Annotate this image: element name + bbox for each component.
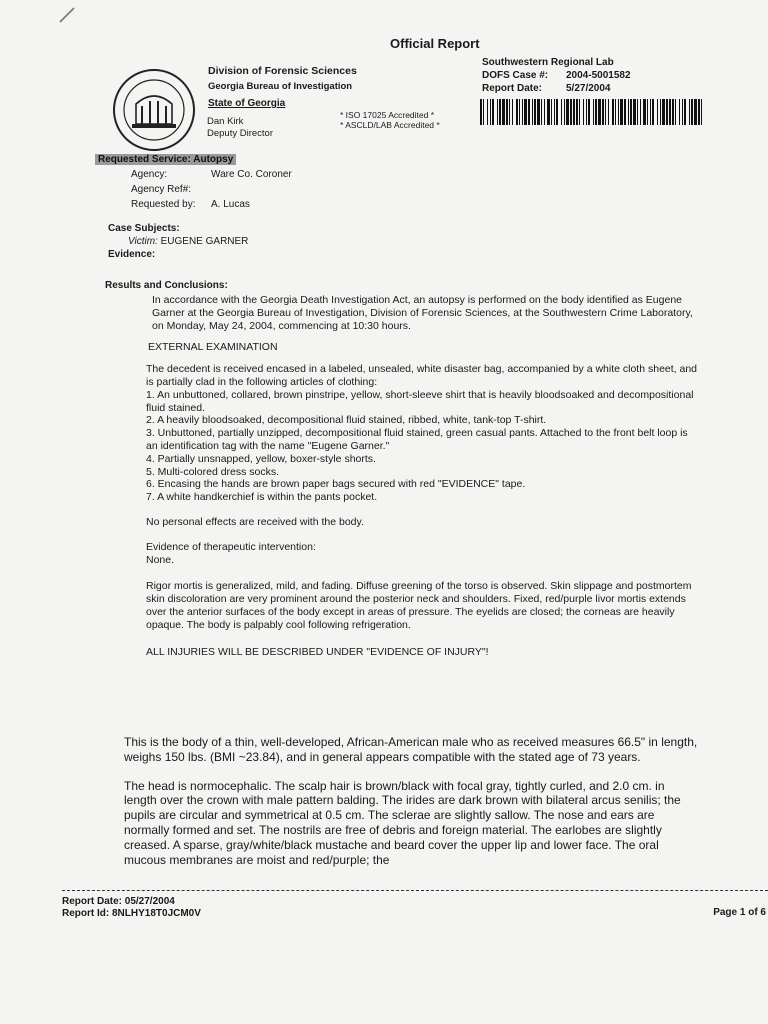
barcode-bar [528, 99, 530, 125]
requested-by-row [95, 197, 292, 212]
therapeutic-value: None. [146, 553, 175, 566]
list-item: 2. A heavily bloodsoaked, decompositional fluid stained, ribbed, white, tank-top T-shirt. [146, 414, 547, 427]
barcode-bar [647, 99, 648, 125]
results-heading: Results and Conclusions: [105, 280, 228, 291]
barcode-bar [637, 99, 638, 125]
list-item: 4. Partially unsnapped, yellow, boxer-style shorts. [146, 452, 376, 465]
list-item: 3. Unbuttoned, partially unzipped, decompositional fluid stained, green casual pants. Attached to the front belt loop is an identification tag with the name "Eugene Garner." [146, 427, 688, 452]
list-item: 6. Encasing the hands are brown paper bags secured with red "EVIDENCE" tape. [146, 478, 526, 491]
barcode-bar [612, 99, 614, 125]
barcode-bar [593, 99, 594, 125]
director-title: Deputy Director [207, 128, 273, 139]
barcode-bar [660, 99, 661, 125]
report-date-label: Report Date: [482, 83, 543, 94]
footer-report-date: Report Date: 05/27/2004 [62, 896, 175, 907]
accreditation-iso: * ISO 17025 Accredited * [340, 110, 435, 120]
barcode-bar [672, 99, 674, 125]
barcode-bar [691, 99, 693, 125]
agency-block [208, 64, 357, 94]
requested-service-value: Autopsy [193, 154, 234, 165]
barcode-bar [620, 99, 623, 125]
received-paragraph: The decedent is received encased in a labeled, unsealed, white disaster bag, accompanied by a white cloth sheet, and is partially clad in the following articles of clothing: [146, 363, 698, 388]
barcode-bar [630, 99, 632, 125]
barcode-bar [537, 99, 540, 125]
barcode-bar [532, 99, 533, 125]
evidence-label: Evidence: [108, 249, 156, 260]
barcode-bar [701, 99, 702, 125]
clothing-list [120, 389, 700, 504]
barcode-bar [694, 99, 697, 125]
barcode-bar [662, 99, 665, 125]
rigor-paragraph: Rigor mortis is generalized, mild, and fading. Diffuse greening of the torso is observed. Skin slippage and postmortem skin discoloration are very prominent around the posterior neck and shoulders. Fixed, red/purple livor mortis extends over the anterior surfaces of the body except in areas of pressure. The eyelids are closed; the corneas are heavily opaque. The body is palpably cool following refrigeration. [146, 580, 692, 631]
barcode-bar [509, 99, 510, 125]
barcode-bar [689, 99, 690, 125]
barcode-bar [541, 99, 542, 125]
barcode-bar [566, 99, 569, 125]
barcode-bar [618, 99, 619, 125]
agency-row [95, 167, 292, 182]
list-item: 1. An unbuttoned, collared, brown pinstripe, yellow, short-sleeve shirt that is heavily bloodsoaked and decompositional fluid stained. [146, 388, 694, 414]
accreditation-block [340, 110, 440, 130]
barcode-bar [547, 99, 550, 125]
barcode-icon [480, 99, 702, 125]
footer-report-id: Report Id: 8NLHY18T0JCM0V [62, 908, 201, 919]
report-date-value: 5/27/2004 [566, 83, 611, 94]
barcode-bar [588, 99, 590, 125]
victim-row [108, 235, 248, 248]
requested-by-value: A. Lucas [211, 199, 250, 210]
barcode-bar [615, 99, 616, 125]
barcode-bar [657, 99, 658, 125]
barcode-bar [490, 99, 491, 125]
barcode-bar [561, 99, 562, 125]
body-description-paragraph: This is the body of a thin, well-developed, African-American male who as received measures 66.5" in length, weighs 150 lbs. (BMI ~23.84), and in general appears compatible with the stated age of 73 years. [124, 735, 698, 764]
state-name: State of Georgia [208, 98, 286, 109]
barcode-bar [605, 99, 606, 125]
victim-name: EUGENE GARNER [160, 236, 249, 247]
barcode-bar [570, 99, 572, 125]
barcode-bar [499, 99, 501, 125]
list-item: 5. Multi-colored dress socks. [146, 465, 280, 478]
head-description-paragraph: The head is normocephalic. The scalp hair is brown/black with focal gray, tightly curled, and 2.0 cm. in length over the crown with male pattern balding. The irides are dark brown with bilateral arcus senilis; the pupils are circular and symmetrical at 0.5 cm. The sclerae are slightly sallow. The nose and ears are normally formed and set. The nostrils are free of debris and foreign material. The earlobes are slightly creased. A sparse, gray/white/black mustache and beard cover the upper lip and lower face. The oral mucous membranes are moist and red/purple; the [124, 778, 681, 867]
barcode-bar [534, 99, 536, 125]
barcode-bar [586, 99, 587, 125]
barcode-bar [669, 99, 671, 125]
case-number-value: 2004-5001582 [566, 70, 631, 81]
barcode-bar [522, 99, 523, 125]
gbi-seal-icon [112, 68, 196, 152]
footer-divider [62, 890, 768, 891]
requested-by-label: Requested by: [131, 199, 196, 210]
agency-label: Agency: [131, 169, 168, 180]
barcode-bar [497, 99, 498, 125]
external-exam-heading: EXTERNAL EXAMINATION [148, 341, 278, 354]
footer-block [62, 896, 201, 920]
barcode-bar [608, 99, 609, 125]
barcode-bar [506, 99, 508, 125]
case-number-row [482, 69, 631, 82]
results-body [120, 294, 700, 658]
barcode-bar [652, 99, 654, 125]
requested-service-highlight [95, 154, 236, 165]
barcode-bar [640, 99, 641, 125]
barcode-bar [524, 99, 527, 125]
case-subjects-block [108, 222, 248, 261]
barcode-bar [516, 99, 518, 125]
barcode-bar [512, 99, 513, 125]
agency-name: Division of Forensic Sciences [208, 65, 357, 77]
barcode-bar [698, 99, 700, 125]
barcode-bar [554, 99, 555, 125]
barcode-bar [573, 99, 575, 125]
agency-ref-label: Agency Ref#: [131, 184, 192, 195]
barcode-bar [576, 99, 578, 125]
report-date-row [482, 82, 631, 95]
barcode-bar [666, 99, 668, 125]
page-number: Page 1 of 6 [713, 907, 766, 918]
barcode-bar [519, 99, 520, 125]
list-item: 7. A white handkerchief is within the pants pocket. [146, 491, 378, 504]
requested-service-label: Requested Service: [98, 154, 191, 165]
therapeutic-label: Evidence of therapeutic intervention: [146, 540, 316, 553]
barcode-bar [624, 99, 626, 125]
lab-block [482, 56, 631, 95]
barcode-bar [583, 99, 584, 125]
barcode-bar [502, 99, 505, 125]
results-body-continued [124, 735, 700, 881]
barcode-bar [628, 99, 629, 125]
barcode-bar [633, 99, 636, 125]
injuries-note: ALL INJURIES WILL BE DESCRIBED UNDER "EVIDENCE OF INJURY"! [146, 645, 489, 658]
barcode-bar [602, 99, 604, 125]
barcode-bar [480, 99, 482, 125]
barcode-bar [551, 99, 552, 125]
barcode-bar [544, 99, 545, 125]
state-block [208, 96, 285, 111]
director-block [207, 116, 273, 140]
barcode-bar [595, 99, 597, 125]
agency-value: Ware Co. Coroner [211, 169, 292, 180]
barcode-bar [650, 99, 651, 125]
pen-mark-icon [58, 6, 76, 24]
barcode-bar [483, 99, 484, 125]
barcode-bar [682, 99, 683, 125]
agency-ref-row [95, 182, 292, 197]
request-block [95, 152, 292, 212]
barcode-bar [684, 99, 686, 125]
barcode-bar [556, 99, 558, 125]
case-subjects-label: Case Subjects: [108, 223, 180, 234]
case-number-label: DOFS Case #: [482, 70, 549, 81]
barcode-bar [487, 99, 488, 125]
accreditation-ascld: * ASCLD/LAB Accredited * [340, 120, 440, 130]
barcode-bar [492, 99, 494, 125]
director-name: Dan Kirk [207, 116, 244, 127]
barcode-bar [643, 99, 646, 125]
victim-label: Victim: [128, 236, 158, 247]
barcode-bar [679, 99, 680, 125]
bureau-name: Georgia Bureau of Investigation [208, 81, 353, 92]
barcode-bar [675, 99, 676, 125]
intro-paragraph: In accordance with the Georgia Death Investigation Act, an autopsy is performed on the body identified as Eugene Garner at the Georgia Bureau of Investigation, Division of Forensic Sciences, at the Southwestern Crime Laboratory, on Monday, May 24, 2004, commencing at 10:30 hours. [152, 294, 693, 332]
barcode-bar [564, 99, 565, 125]
personal-effects-paragraph: No personal effects are received with the body. [146, 515, 364, 528]
barcode-bar [579, 99, 580, 125]
barcode-bar [598, 99, 601, 125]
report-title: Official Report [390, 36, 480, 51]
lab-name: Southwestern Regional Lab [482, 57, 614, 68]
